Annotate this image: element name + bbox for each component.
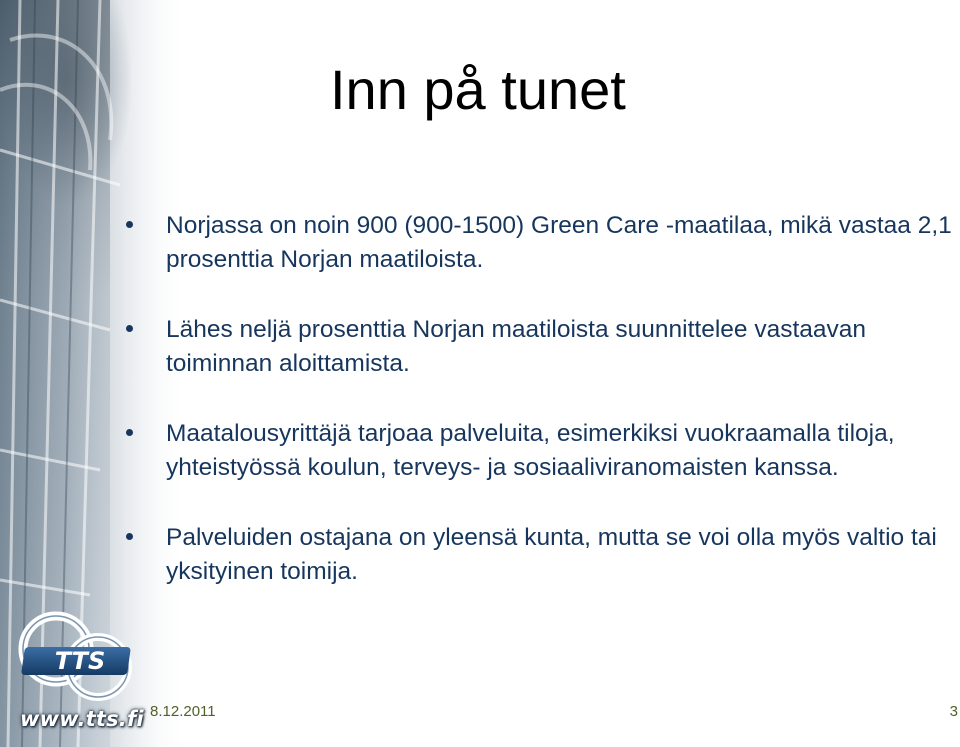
bullet-text: Maatalousyrittäjä tarjoaa palveluita, esimerkiksi vuokraamalla tiloja, yhteistyössä koulun, terveys- ja sosiaaliviranomaisten kanssa. bbox=[166, 420, 895, 481]
bullet-item bbox=[122, 521, 952, 589]
bullet-icon bbox=[126, 325, 133, 332]
slide-title: Inn på tunet bbox=[330, 58, 626, 121]
website-url: www.tts.fi bbox=[20, 707, 144, 731]
logo-text: TTS bbox=[54, 647, 106, 675]
bullet-item bbox=[122, 313, 952, 381]
tts-logo bbox=[18, 611, 144, 703]
bullet-item bbox=[122, 209, 952, 277]
bullet-text: Lähes neljä prosenttia Norjan maatiloista suunnittelee vastaavan toiminnan aloittamista. bbox=[166, 316, 867, 377]
bullet-icon bbox=[126, 221, 133, 228]
bullet-text: Norjassa on noin 900 (900-1500) Green Care -maatilaa, mikä vastaa 2,1 prosenttia Norjan maatiloista. bbox=[166, 212, 952, 273]
bullet-list bbox=[122, 209, 952, 625]
bullet-icon bbox=[126, 533, 133, 540]
page-number: 3 bbox=[949, 703, 958, 720]
bullet-icon bbox=[126, 429, 133, 436]
bullet-item bbox=[122, 417, 952, 485]
footer-date: 8.12.2011 bbox=[150, 703, 216, 720]
bullet-text: Palveluiden ostajana on yleensä kunta, mutta se voi olla myös valtio tai yksityinen toimija. bbox=[166, 524, 937, 585]
